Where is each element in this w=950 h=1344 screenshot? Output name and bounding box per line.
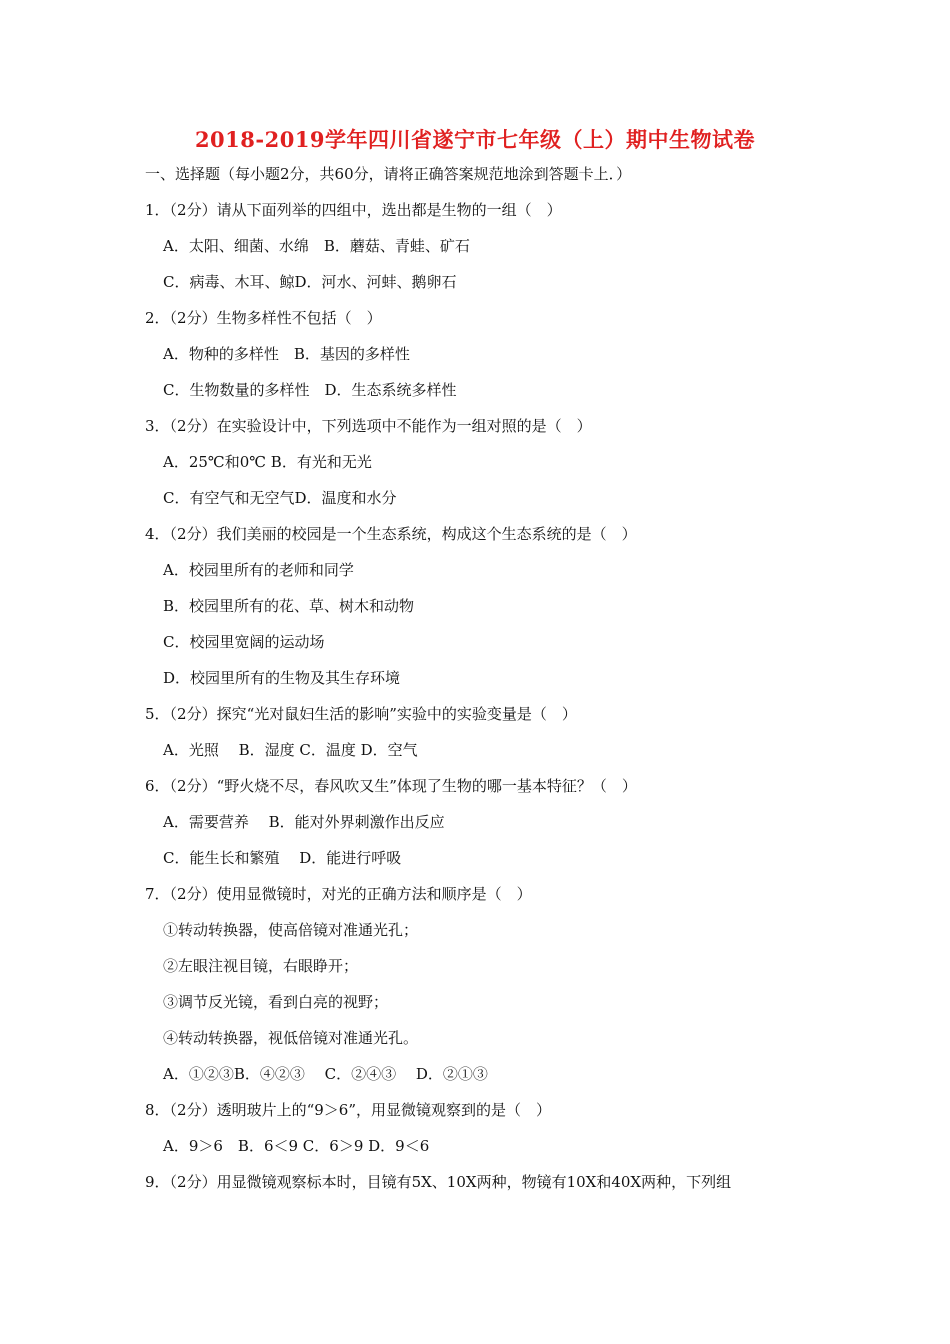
question-4-option-b: B．校园里所有的花、草、树木和动物 [163, 597, 415, 615]
question-1-options-cd: C．病毒、木耳、鲸D．河水、河蚌、鹅卵石 [163, 273, 457, 291]
question-6-options-cd: C．能生长和繁殖 D．能进行呼吸 [163, 849, 402, 867]
question-7-step-2: ②左眼注视目镜，右眼睁开； [163, 957, 359, 975]
question-7-step-1: ①转动转换器，使高倍镜对准通光孔； [163, 921, 419, 939]
question-7-options: A．①②③B．④②③ C．②④③ D．②①③ [163, 1065, 488, 1083]
question-7-step-4: ④转动转换器，视低倍镜对准通光孔。 [163, 1029, 419, 1047]
question-6-options-ab: A．需要营养 B．能对外界刺激作出反应 [163, 813, 445, 831]
question-8-stem: 8．（2分）透明玻片上的“9＞6”，用显微镜观察到的是（ ） [145, 1101, 552, 1119]
question-9-stem: 9．（2分）用显微镜观察标本时，目镜有5X、10X两种，物镜有10X和40X两种，下列组 [145, 1173, 732, 1191]
question-4-option-a: A．校园里所有的老师和同学 [163, 561, 354, 579]
question-3-options-ab: A．25℃和0℃ B．有光和无光 [163, 453, 372, 471]
question-2-options-ab: A．物种的多样性 B．基因的多样性 [163, 345, 410, 363]
question-2-options-cd: C．生物数量的多样性 D．生态系统多样性 [163, 381, 457, 399]
question-1-options-ab: A．太阳、细菌、水绵 B．蘑菇、青蛙、矿石 [163, 237, 470, 255]
question-7-stem: 7．（2分）使用显微镜时，对光的正确方法和顺序是（ ） [145, 885, 532, 903]
question-2-stem: 2．（2分）生物多样性不包括（ ） [145, 309, 382, 327]
question-1-stem: 1．（2分）请从下面列举的四组中，选出都是生物的一组（ ） [145, 201, 562, 219]
question-5-options: A．光照 B．湿度 C．温度 D．空气 [163, 741, 418, 759]
question-3-stem: 3．（2分）在实验设计中，下列选项中不能作为一组对照的是（ ） [145, 417, 592, 435]
question-4-option-d: D．校园里所有的生物及其生存环境 [163, 669, 401, 687]
question-7-step-3: ③调节反光镜，看到白亮的视野； [163, 993, 389, 1011]
question-5-stem: 5．（2分）探究“光对鼠妇生活的影响”实验中的实验变量是（ ） [145, 705, 577, 723]
question-4-option-c: C．校园里宽阔的运动场 [163, 633, 325, 651]
section-heading: 一、选择题（每小题2分，共60分，请将正确答案规范地涂到答题卡上．） [145, 165, 632, 183]
question-4-stem: 4．（2分）我们美丽的校园是一个生态系统，构成这个生态系统的是（ ） [145, 525, 637, 543]
question-3-options-cd: C．有空气和无空气D．温度和水分 [163, 489, 397, 507]
question-6-stem: 6．（2分）“野火烧不尽，春风吹又生”体现了生物的哪一基本特征？（ ） [145, 777, 637, 795]
exam-title: 2018-2019学年四川省遂宁市七年级（上）期中生物试卷 [194, 127, 756, 152]
question-8-options: A．9＞6 B．6＜9 C．6＞9 D．9＜6 [163, 1137, 430, 1155]
